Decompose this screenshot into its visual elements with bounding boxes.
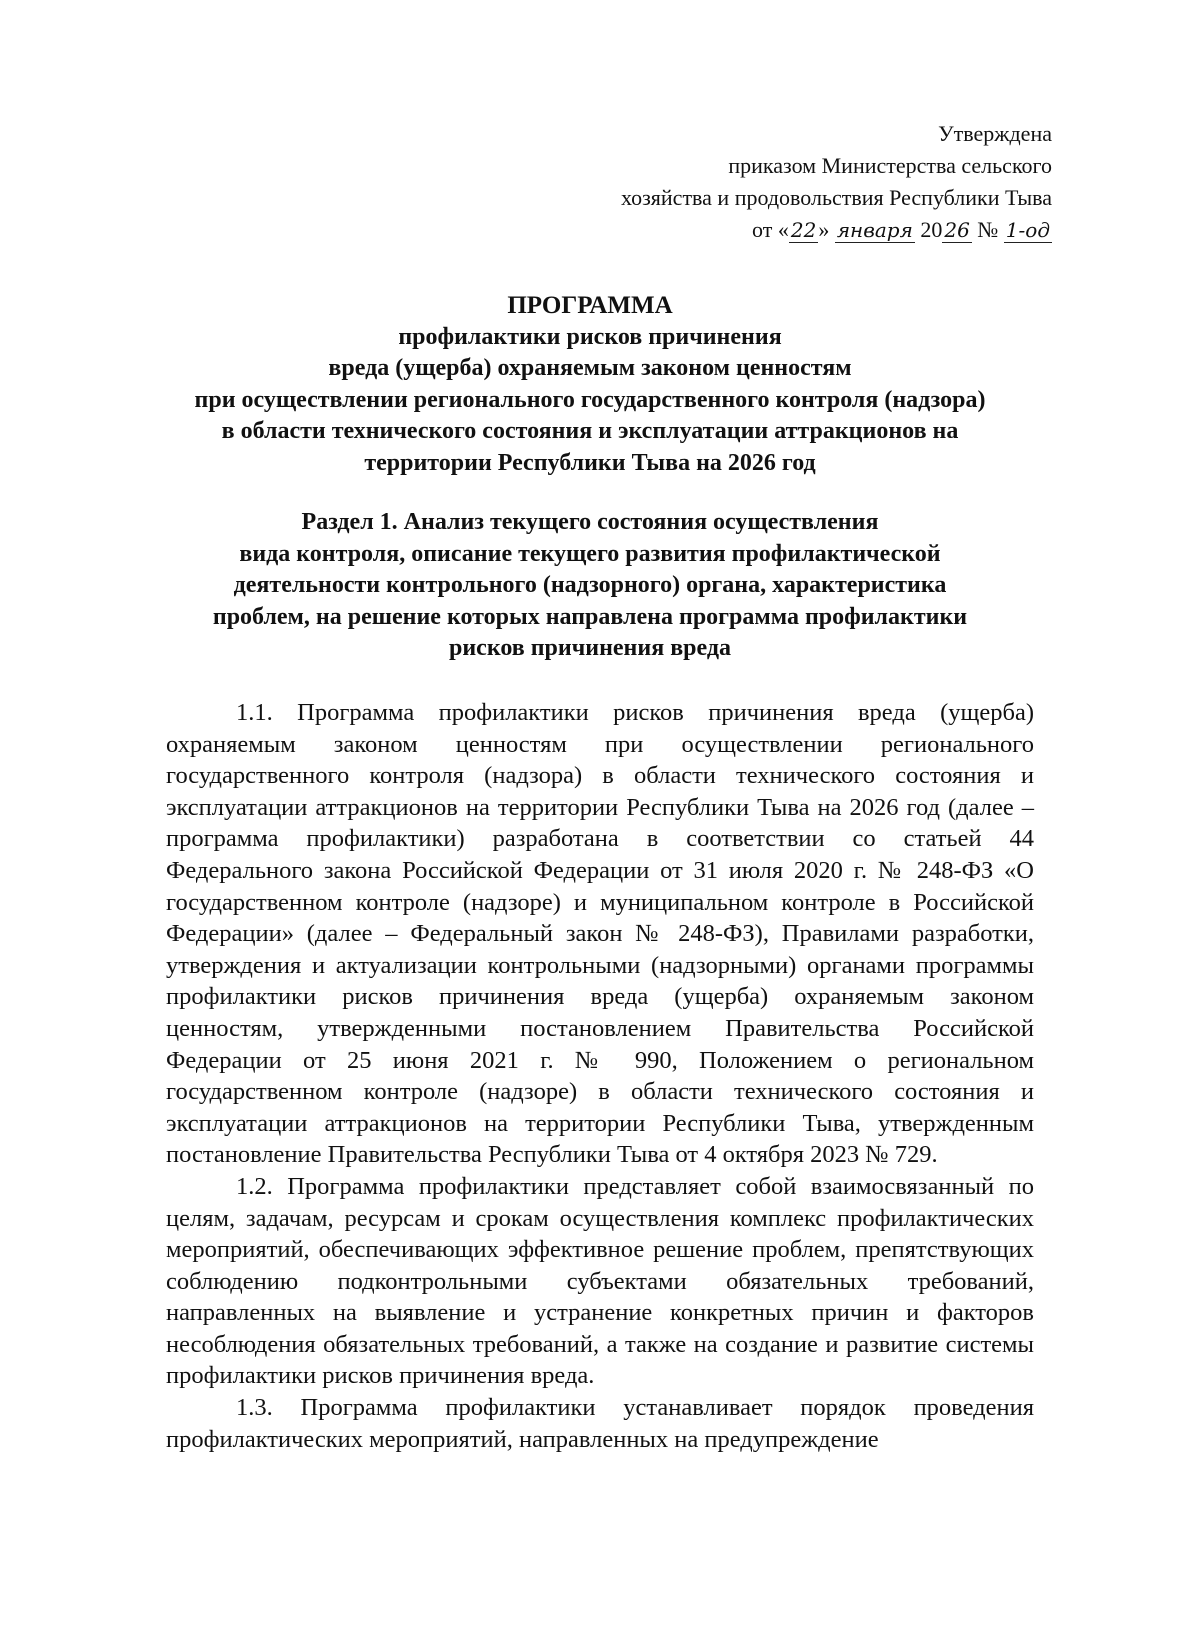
title-line-4: в области технического состояния и эксплуатации аттракционов на bbox=[221, 418, 959, 444]
document-title bbox=[140, 290, 1040, 479]
paragraph-1-1: 1.1. Программа профилактики рисков причинения вреда (ущерба) охраняемым законом ценностям при осуществлении регионального государственного контроля (надзора) в области технического состояния и эксплуатации аттракционов на территории Республики Тыва на 2026 год (далее – программа профилактики) разработана в соответствии со статьей 44 Федерального закона Российской Федерации от 31 июля 2020 г. № 248-ФЗ «О государственном контроле (надзоре) и муниципальном контроле в Российской Федерации» (далее – Федеральный закон № 248-ФЗ), Правилами разработки, утверждения и актуализации контрольными (надзорными) органами программы профилактики рисков причинения вреда (ущерба) охраняемым законом ценностям, утвержденными постановлением Правительства Российской Федерации от 25 июня 2021 г. № 990, Положением о региональном государственном контроле (надзоре) в области технического состояния и эксплуатации аттракционов на территории Республики Тыва, утвержденным постановление Правительства Республики Тыва от 4 октября 2023 № 729. bbox=[166, 699, 1034, 1169]
section-line-1: Раздел 1. Анализ текущего состояния осуществления bbox=[301, 509, 879, 535]
paragraph-1-3: 1.3. Программа профилактики устанавливает порядок проведения профилактических мероприятий, направленных на предупреждение bbox=[166, 1394, 1034, 1453]
date-number-label: № bbox=[971, 217, 1004, 242]
title-line-2: вреда (ущерба) охраняемым законом ценностям bbox=[328, 355, 852, 381]
handwritten-order-number: 1-од bbox=[1005, 218, 1050, 242]
approval-date-line bbox=[621, 214, 1052, 246]
title-main: ПРОГРАММА bbox=[507, 292, 673, 319]
handwritten-day: 22 bbox=[790, 218, 817, 242]
handwritten-month: января bbox=[836, 218, 913, 242]
section-line-4: проблем, на решение которых направлена программа профилактики bbox=[212, 603, 968, 630]
approval-line-1: Утверждена bbox=[938, 121, 1052, 146]
handwritten-year: 26 bbox=[944, 218, 970, 242]
date-prefix: от « bbox=[752, 217, 789, 242]
title-line-5: территории Республики Тыва на 2026 год bbox=[364, 449, 816, 476]
date-mid: » bbox=[818, 217, 835, 242]
title-line-1: профилактики рисков причинения bbox=[398, 323, 782, 350]
body-text bbox=[166, 697, 1034, 1455]
date-year-prefix: 20 bbox=[914, 217, 943, 242]
approval-line-2: приказом Министерства сельского bbox=[728, 153, 1052, 178]
section-line-5: рисков причинения вреда bbox=[449, 635, 731, 661]
paragraph-1-2: 1.2. Программа профилактики представляет собой взаимосвязанный по целям, задачам, ресурсам и срокам осуществления комплекс профилактических мероприятий, обеспечивающих эффективное решение проблем, препятствующих соблюдению подконтрольными субъектами обязательных требований, направленных на выявление и устранение конкретных причин и факторов несоблюдения обязательных требований, а также на создание и развитие системы профилактики рисков причинения вреда. bbox=[166, 1172, 1034, 1390]
section-line-2: вида контроля, описание текущего развития профилактической bbox=[239, 540, 941, 567]
title-line-3: при осуществлении регионального государственного контроля (надзора) bbox=[194, 386, 986, 413]
section-heading bbox=[150, 507, 1030, 665]
approval-line-3: хозяйства и продовольствия Республики Тыва bbox=[620, 185, 1052, 210]
approval-stamp bbox=[621, 118, 1052, 246]
section-line-3: деятельности контрольного (надзорного) органа, характеристика bbox=[233, 572, 947, 598]
